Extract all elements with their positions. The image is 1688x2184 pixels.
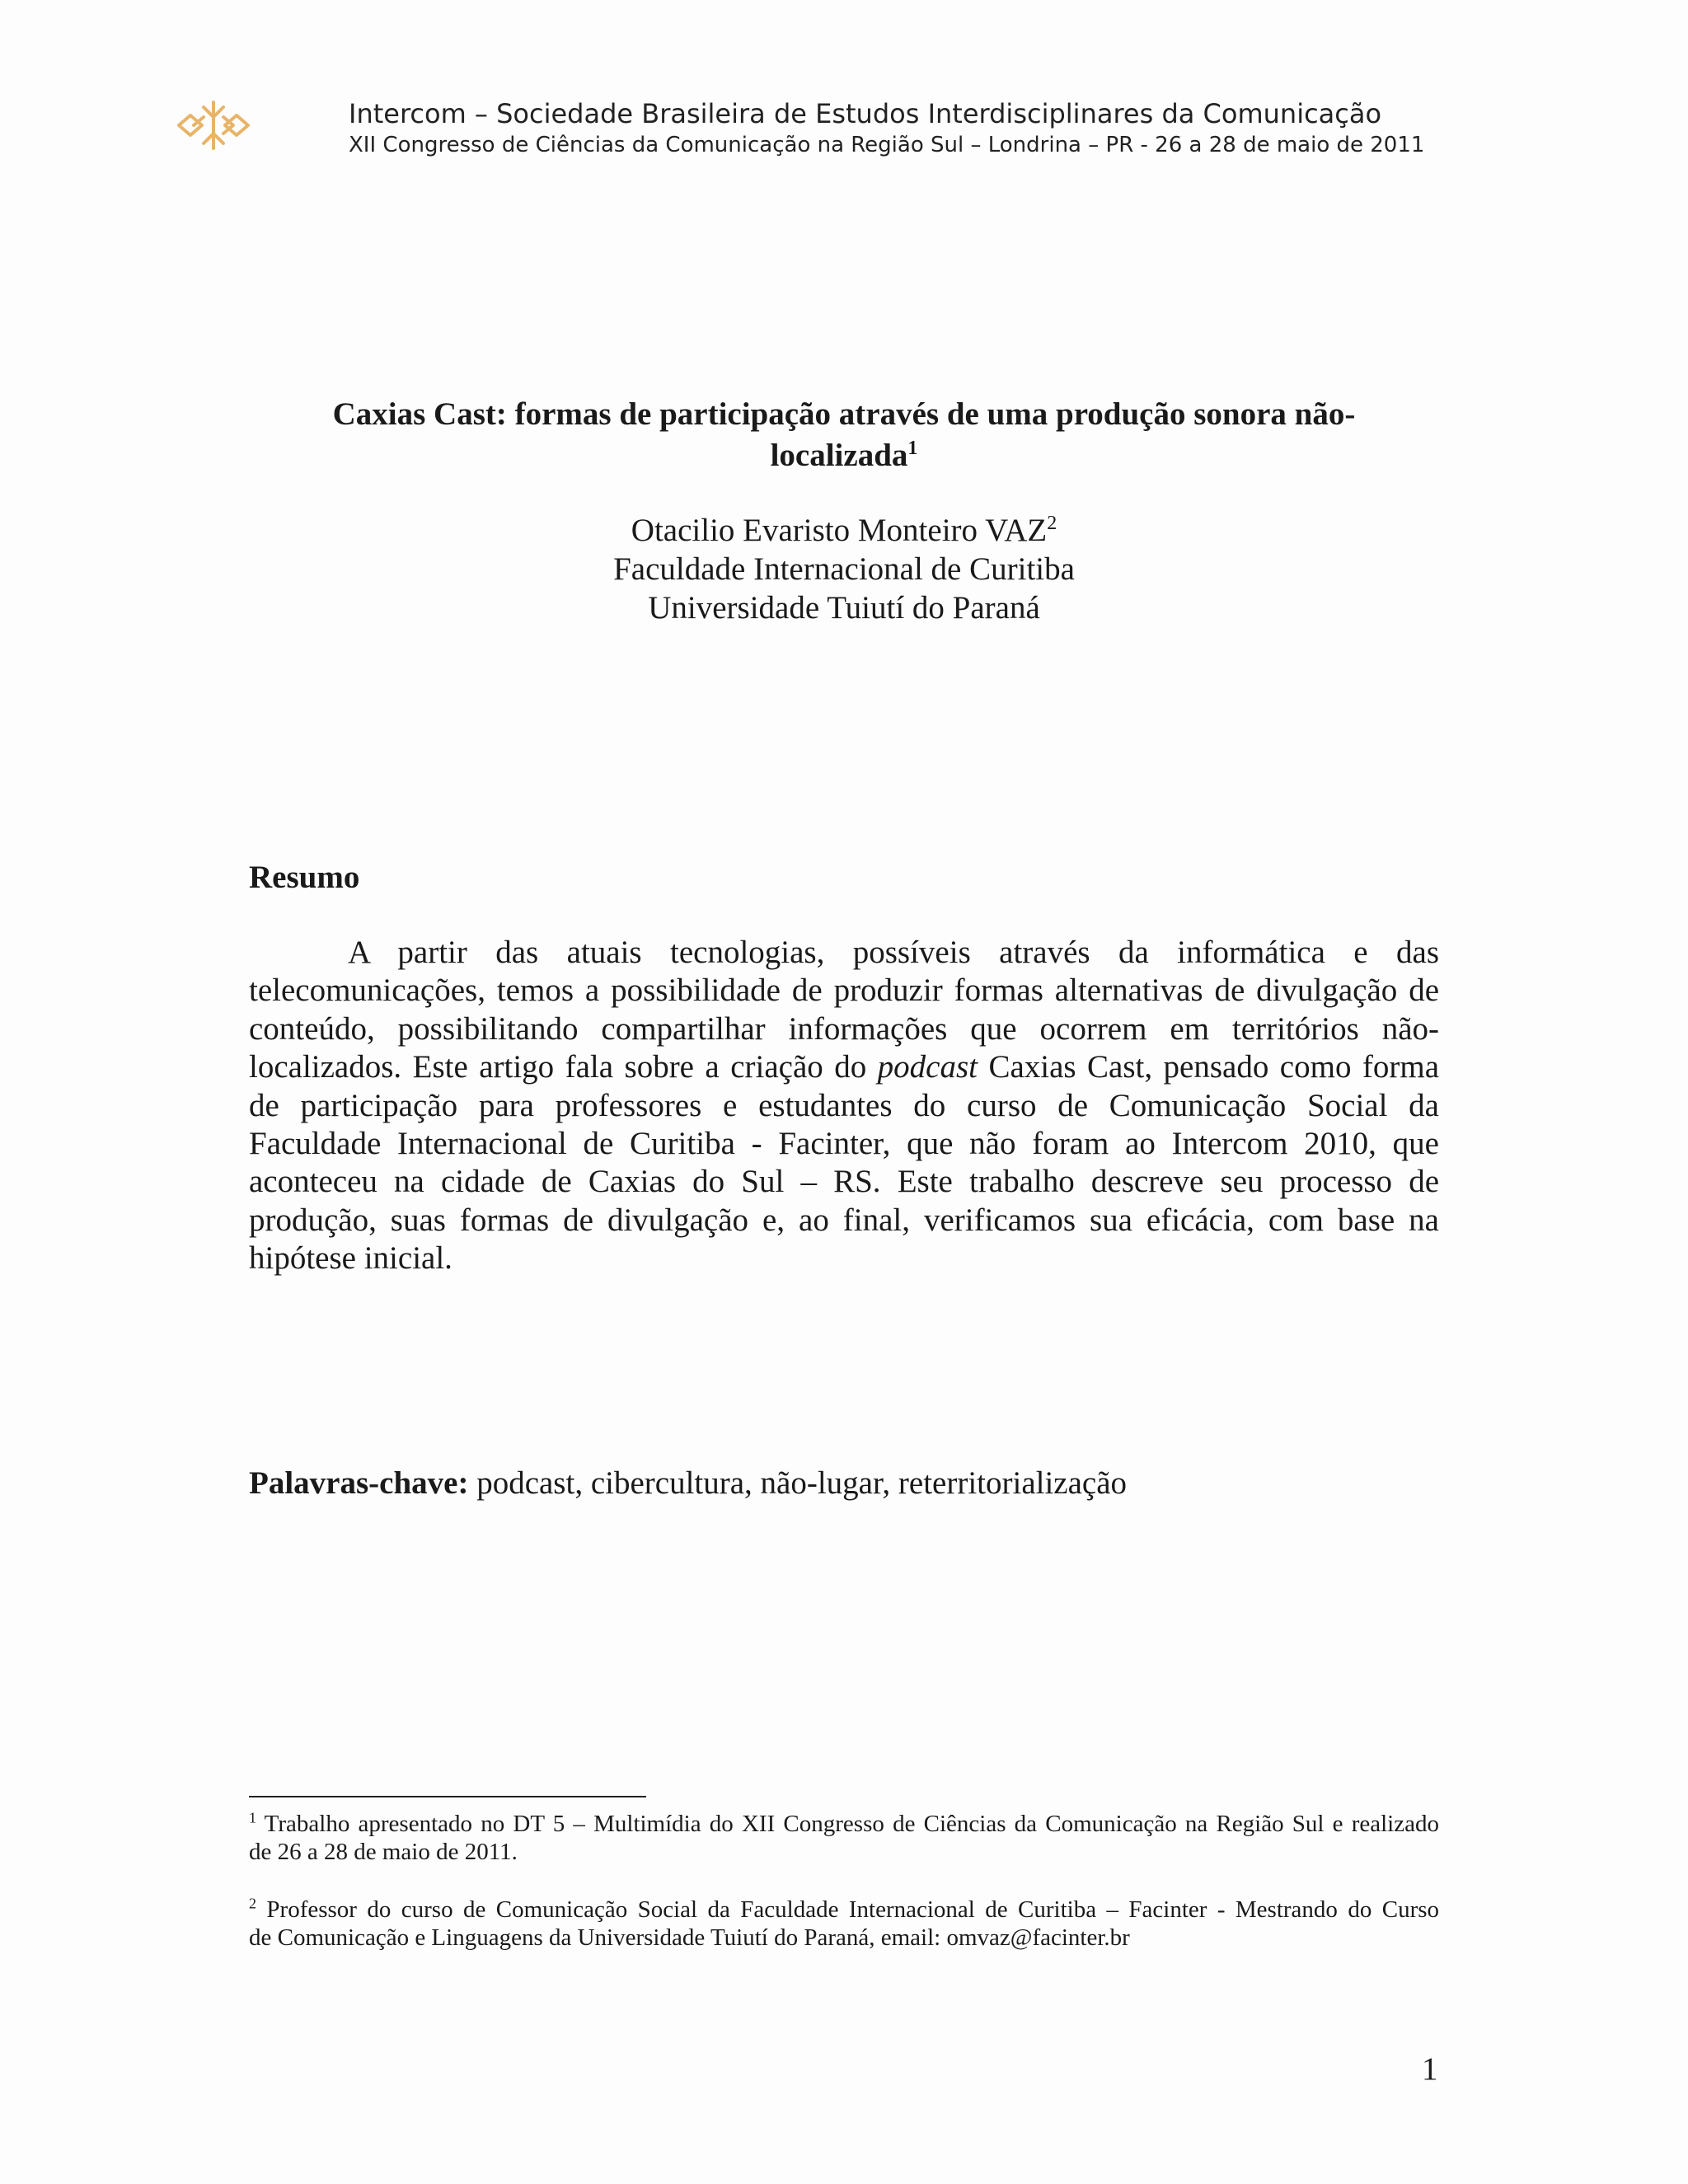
keywords-label: Palavras-chave:: [249, 1465, 469, 1501]
intercom-logo-icon: [176, 99, 251, 152]
page-number: 1: [1422, 2051, 1438, 2087]
footnote-1: $^1$ Trabalho apresentado no DT 5 – Multimídia do XII Congresso de Ciências da Comunicação na Região Sul e realizado de 26 a 28 de maio de 2011.: [249, 1809, 1439, 1865]
title-line-1: Caxias Cast: formas de participação através de uma produção sonora não-: [332, 396, 1356, 432]
footnote-2: $^2$ Professor do curso de Comunicação Social da Faculdade Internacional de Curitiba – Facinter - Mestrando do Curso de Comunicação e Linguagens da Universidade Tuiutí do Paraná, email: omvaz@facinter.br: [249, 1895, 1440, 1951]
author-name: Otacilio Evaristo Monteiro VAZ: [631, 513, 1048, 548]
author-footnote-mark: 2: [1047, 513, 1057, 534]
abstract-line: localizados. Este artigo fala sobre a criação do podcast Caxias Cast, pensado como forma: [249, 1049, 1440, 1085]
abstract-line: de participação para professores e estudantes do curso de Comunicação Social da: [249, 1087, 1439, 1123]
abstract-line: produção, suas formas de divulgação e, ao final, verificamos sua eficácia, com base na: [249, 1202, 1439, 1238]
author-block: [249, 511, 1439, 627]
running-header: [233, 97, 1470, 160]
footnote-2-mark: 2: [249, 1895, 256, 1912]
abstract-line: conteúdo, possibilitando compartilhar informações que ocorrem em territórios não-: [249, 1010, 1439, 1047]
footnote-1-mark: 1: [249, 1809, 256, 1826]
abstract-body: [249, 934, 1439, 1278]
paper-title: [249, 394, 1439, 476]
author-affiliation-1: Faculdade Internacional de Curitiba: [613, 551, 1075, 587]
abstract-line: A partir das atuais tecnologias, possíveis através da informática e das: [348, 935, 1439, 970]
podcast-italic: podcast: [877, 1049, 978, 1085]
abstract-line: Faculdade Internacional de Curitiba - Facinter, que não foram ao Intercom 2010, que: [249, 1126, 1439, 1162]
footnotes: [249, 1810, 1439, 1952]
keywords: [249, 1463, 1127, 1504]
header-event: XII Congresso de Ciências da Comunicação na Região Sul – Londrina – PR - 26 a 28 de maio de 2011: [349, 133, 1425, 157]
abstract-line: aconteceu na cidade de Caxias do Sul – RS. Este trabalho descreve seu processo de: [249, 1164, 1439, 1200]
author-affiliation-2: Universidade Tuiutí do Paraná: [648, 590, 1040, 626]
abstract-heading: Resumo: [249, 860, 360, 895]
abstract-line: telecomunicações, temos a possibilidade de produzir formas alternativas de divulgação de: [249, 972, 1439, 1009]
title-footnote-mark: 1: [907, 438, 918, 459]
header-organization: Intercom – Sociedade Brasileira de Estudos Interdisciplinares da Comunicação: [349, 98, 1382, 129]
keywords-value: podcast, cibercultura, não-lugar, reterritorialização: [476, 1465, 1128, 1501]
footnote-separator: [249, 1796, 646, 1797]
abstract-line: hipótese inicial.: [249, 1240, 452, 1277]
title-line-2: localizada: [770, 438, 908, 473]
